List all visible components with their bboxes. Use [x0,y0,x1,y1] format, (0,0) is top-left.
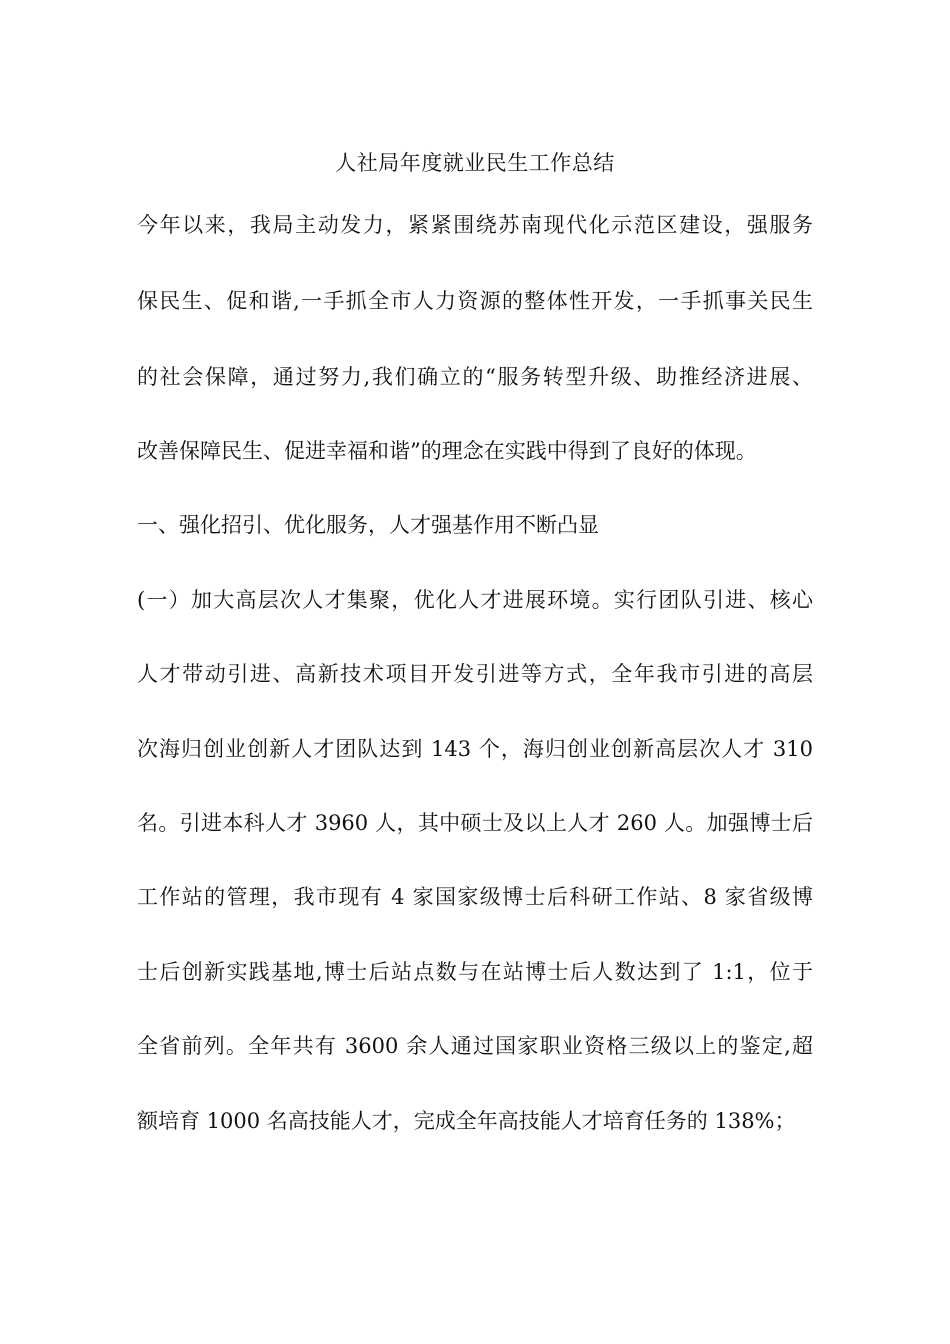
paragraph-line: 工作站的管理，我市现有 4 家国家级博士后科研工作站、8 家省级博 [137,885,813,909]
paragraph-line: 改善保障民生、促进幸福和谐”的理念在实践中得到了良好的体现。 [137,439,757,463]
section-heading: 一、强化招引、优化服务，人才强基作用不断凸显 [137,513,599,537]
paragraph-line: 人才带动引进、高新技术项目开发引进等方式，全年我市引进的高层 [137,662,813,686]
paragraph-line: 的社会保障，通过努力,我们确立的“服务转型升级、助推经济进展、 [137,365,813,389]
paragraph-line: 次海归创业创新人才团队达到 143 个，海归创业创新高层次人才 310 [137,737,813,761]
paragraph-line: 名。引进本科人才 3960 人，其中硕士及以上人才 260 人。加强博士后 [137,811,813,835]
paragraph-line: 全省前列。全年共有 3600 余人通过国家职业资格三级以上的鉴定,超 [137,1034,813,1058]
paragraph-line: 士后创新实践基地,博士后站点数与在站博士后人数达到了 1:1，位于 [137,960,813,984]
paragraph-line: 额培育 1000 名高技能人才，完成全年高技能人才培育任务的 138%； [137,1109,796,1133]
paragraph-line: 保民生、促和谐,一手抓全市人力资源的整体性开发，一手抓事关民生 [137,289,813,313]
paragraph-line: 今年以来，我局主动发力，紧紧围绕苏南现代化示范区建设，强服务 [137,213,813,237]
paragraph-line: (一）加大高层次人才集聚，优化人才进展环境。实行团队引进、核心 [137,588,813,612]
document-title: 人社局年度就业民生工作总结 [335,151,615,175]
